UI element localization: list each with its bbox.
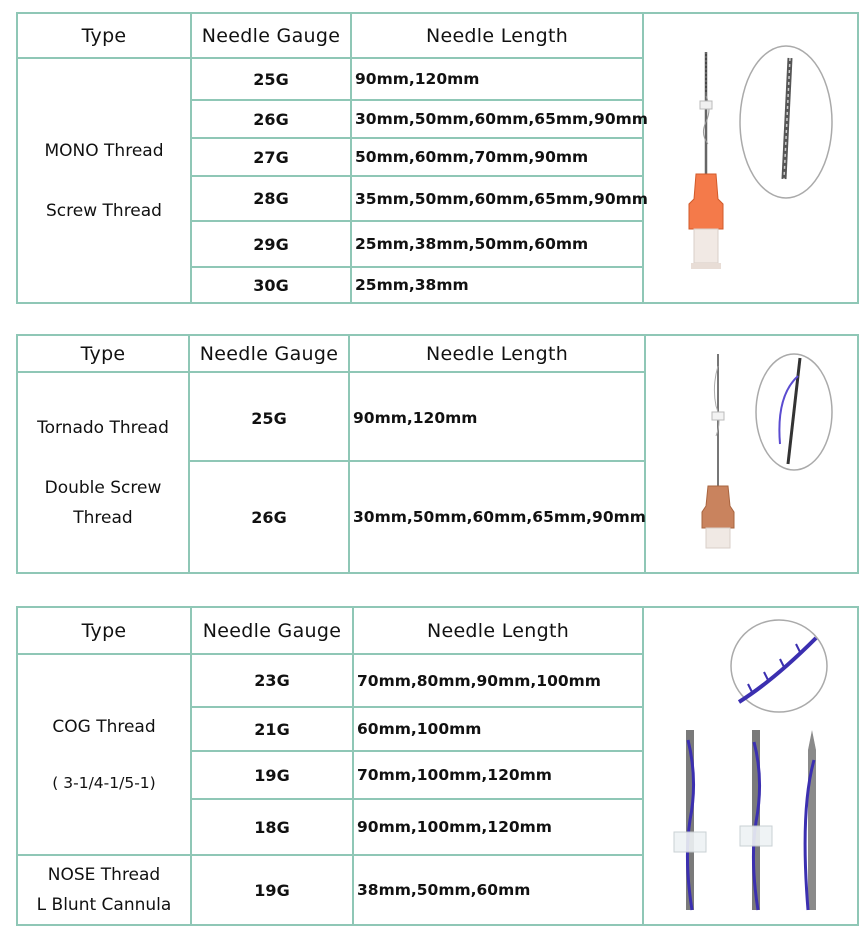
gauge-cell: 19G <box>191 855 353 925</box>
type-label: Thread <box>73 507 133 528</box>
type-label: COG Thread <box>52 716 156 737</box>
header-type: Type <box>17 13 191 58</box>
type-label: L Blunt Cannula <box>36 895 172 915</box>
tornado-thread-table <box>16 334 859 574</box>
header-type: Type <box>17 607 191 654</box>
header-needle-length: Needle Length <box>353 607 643 654</box>
header-needle-gauge: Needle Gauge <box>191 607 353 654</box>
type-cell-nose <box>17 855 191 925</box>
type-label: Tornado Thread <box>37 417 169 438</box>
header-needle-length: Needle Length <box>349 335 645 372</box>
gauge-cell: 25G <box>189 372 349 461</box>
length-cell: 30mm,50mm,60mm,65mm,90mm <box>351 100 643 138</box>
cannula-with-cog-thread-icon <box>644 610 857 922</box>
header-needle-gauge: Needle Gauge <box>189 335 349 372</box>
mono-thread-table <box>16 12 859 304</box>
length-cell: 70mm,100mm,120mm <box>353 751 643 799</box>
needle-with-hub-icon <box>644 14 857 302</box>
type-cell-mono <box>17 58 191 303</box>
gauge-cell: 26G <box>189 461 349 573</box>
type-label: NOSE Thread <box>47 865 161 885</box>
length-cell: 90mm,120mm <box>351 58 643 100</box>
gauge-cell: 23G <box>191 654 353 707</box>
needle-with-hub-icon <box>646 336 857 572</box>
tornado-thread-needle-image <box>645 335 858 573</box>
gauge-cell: 19G <box>191 751 353 799</box>
cog-thread-table <box>16 606 859 926</box>
type-cell-tornado <box>17 372 189 573</box>
length-cell: 90mm,120mm <box>349 372 645 461</box>
length-cell: 90mm,100mm,120mm <box>353 799 643 855</box>
length-cell: 35mm,50mm,60mm,65mm,90mm <box>351 176 643 221</box>
cog-thread-needle-image <box>643 607 858 925</box>
length-cell: 25mm,38mm <box>351 267 643 303</box>
gauge-cell: 28G <box>191 176 351 221</box>
type-label: ( 3-1/4-1/5-1) <box>52 773 156 792</box>
type-label: Screw Thread <box>46 200 162 221</box>
type-label: Double Screw <box>44 477 162 498</box>
type-cell-cog <box>17 654 191 855</box>
gauge-cell: 21G <box>191 707 353 751</box>
mono-thread-needle-image <box>643 13 858 303</box>
gauge-cell: 29G <box>191 221 351 267</box>
length-cell: 60mm,100mm <box>353 707 643 751</box>
gauge-cell: 25G <box>191 58 351 100</box>
header-type: Type <box>17 335 189 372</box>
length-cell: 38mm,50mm,60mm <box>353 855 643 925</box>
length-cell: 30mm,50mm,60mm,65mm,90mm <box>349 461 645 573</box>
gauge-cell: 30G <box>191 267 351 303</box>
length-cell: 50mm,60mm,70mm,90mm <box>351 138 643 176</box>
header-needle-length: Needle Length <box>351 13 643 58</box>
length-cell: 70mm,80mm,90mm,100mm <box>353 654 643 707</box>
type-label: MONO Thread <box>44 140 164 161</box>
header-needle-gauge: Needle Gauge <box>191 13 351 58</box>
length-cell: 25mm,38mm,50mm,60mm <box>351 221 643 267</box>
gauge-cell: 27G <box>191 138 351 176</box>
gauge-cell: 18G <box>191 799 353 855</box>
gauge-cell: 26G <box>191 100 351 138</box>
